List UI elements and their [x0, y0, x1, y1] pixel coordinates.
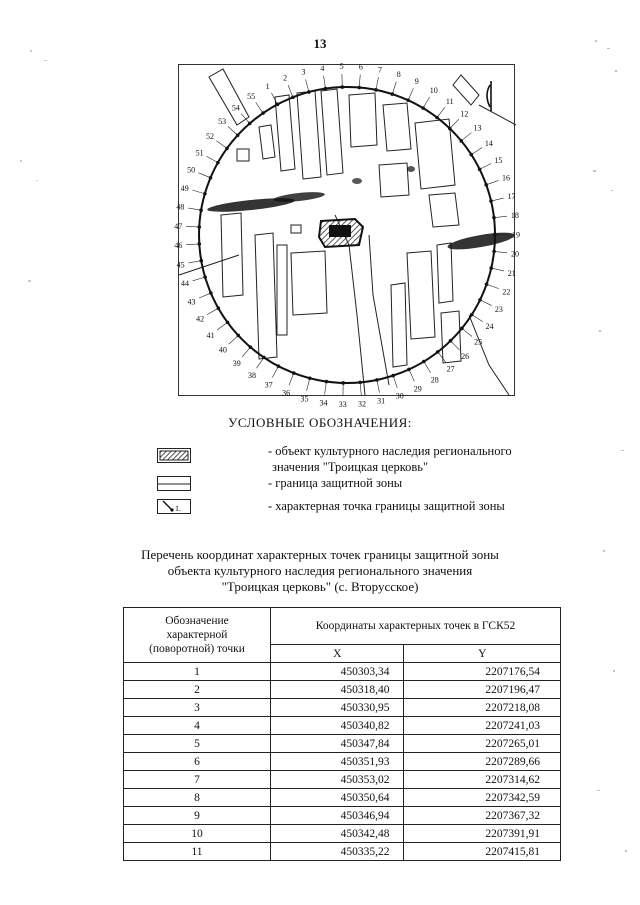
- table-row: [124, 681, 561, 699]
- road-line: [479, 105, 516, 125]
- legend-heritage-text: [268, 443, 548, 475]
- cell-y: 2207265,01: [404, 735, 561, 753]
- boundary-point-leader: [472, 315, 483, 322]
- building-outline: [437, 243, 453, 303]
- boundary-point-leader: [487, 284, 499, 288]
- building-outline: [407, 251, 435, 339]
- cell-x: 450335,22: [271, 843, 404, 861]
- boundary-point-label: 21: [507, 268, 516, 278]
- cell-x: 450353,02: [271, 771, 404, 789]
- cell-point: 3: [124, 699, 271, 717]
- boundary-point-label: 53: [218, 117, 227, 127]
- building-outline: [379, 163, 409, 197]
- boundary-point-leader: [186, 244, 199, 245]
- boundary-point-leader: [186, 226, 199, 227]
- boundary-point-leader: [216, 141, 227, 149]
- boundary-point-label: 47: [174, 221, 183, 231]
- cell-y: 2207367,32: [404, 807, 561, 825]
- boundary-point-label: 42: [196, 314, 205, 324]
- building-outline: [383, 103, 411, 151]
- boundary-point-label: 43: [187, 297, 196, 307]
- boundary-point-leader: [408, 88, 413, 100]
- boundary-point-leader: [450, 119, 459, 128]
- cell-point: 11: [124, 843, 271, 861]
- boundary-point-leader: [217, 322, 227, 330]
- boundary-point-label: 11: [445, 96, 454, 106]
- cell-y: 2207218,08: [404, 699, 561, 717]
- legend-point-symbol: [157, 499, 191, 514]
- building-outline: [291, 225, 301, 233]
- table-row: [124, 789, 561, 807]
- cell-y: 2207342,59: [404, 789, 561, 807]
- boundary-point-label: 26: [461, 351, 470, 361]
- list-title-line2: объекта культурного наследия регионального значения: [167, 563, 473, 578]
- boundary-point-label: 12: [460, 109, 469, 119]
- boundary-point-leader: [471, 148, 482, 155]
- boundary-point-label: 22: [502, 287, 511, 297]
- boundary-point-label: 30: [395, 391, 404, 401]
- building-outline: [259, 125, 275, 159]
- page-number: 13: [313, 36, 327, 51]
- cell-x: 450330,95: [271, 699, 404, 717]
- building-outline: [291, 251, 327, 315]
- boundary-point-leader: [480, 300, 492, 306]
- boundary-point-label: 39: [232, 359, 241, 369]
- cell-point: 9: [124, 807, 271, 825]
- building-outline: [209, 69, 249, 125]
- boundary-point-label: 44: [180, 279, 189, 289]
- legend-point-symbol-label: 1.: [175, 504, 181, 513]
- cell-x: 450303,34: [271, 663, 404, 681]
- boundary-point-leader: [207, 156, 218, 162]
- table-row: [124, 699, 561, 717]
- coordinates-table: [123, 607, 561, 861]
- boundary-point-label: 28: [430, 375, 439, 385]
- boundary-point-label: 45: [176, 260, 185, 270]
- boundary-point-label: 49: [180, 183, 189, 193]
- table-row: [124, 735, 561, 753]
- building-outline: [255, 233, 277, 359]
- heritage-object-troitskaya-church: [319, 219, 363, 247]
- boundary-point-label: 4: [320, 63, 325, 73]
- boundary-point-leader: [242, 347, 250, 357]
- table-row: [124, 717, 561, 735]
- building-outline: [453, 75, 479, 105]
- boundary-point-leader: [324, 76, 326, 89]
- boundary-point-leader: [193, 277, 205, 281]
- cell-x: 450351,93: [271, 753, 404, 771]
- boundary-point-label: 55: [247, 91, 256, 101]
- boundary-point-label: 7: [378, 65, 383, 75]
- boundary-point-label: 40: [218, 345, 227, 355]
- boundary-point-label: 5: [339, 62, 344, 72]
- boundary-point-label: 38: [248, 370, 257, 380]
- cell-point: 5: [124, 735, 271, 753]
- boundary-point-label: 36: [282, 388, 291, 398]
- road-line: [369, 235, 389, 385]
- boundary-point-leader: [306, 79, 309, 92]
- boundary-point-leader: [494, 251, 507, 252]
- boundary-point-label: 37: [264, 380, 273, 390]
- boundary-point-label: 13: [473, 123, 482, 133]
- building-outline: [349, 93, 377, 147]
- boundary-point-label: 18: [510, 211, 519, 221]
- cell-point: 8: [124, 789, 271, 807]
- boundary-point-label: 35: [300, 394, 309, 404]
- boundary-point-leader: [271, 93, 277, 104]
- boundary-point-label: 9: [414, 77, 419, 87]
- legend-boundary-text: - граница защитной зоны: [268, 476, 403, 490]
- scan-noise-left: [0, 30, 60, 330]
- boundary-point-label: 51: [195, 148, 204, 158]
- boundary-point-leader: [359, 75, 360, 88]
- legend-point-text: - характерная точка границы защитной зоны: [268, 499, 505, 513]
- coordinates-list-title: [0, 547, 640, 595]
- header-coordinate-system: Координаты характерных точек в ГСК52: [271, 608, 561, 645]
- cell-y: 2207241,03: [404, 717, 561, 735]
- table-row: [124, 663, 561, 681]
- boundary-point-label: 1: [265, 81, 270, 91]
- boundary-point-label: 10: [429, 86, 438, 96]
- cell-y: 2207196,47: [404, 681, 561, 699]
- boundary-point-leader: [325, 382, 327, 395]
- boundary-point-leader: [491, 198, 504, 201]
- boundary-point-leader: [423, 97, 430, 108]
- protection-zone-map: [174, 62, 520, 409]
- cell-x: 450346,94: [271, 807, 404, 825]
- cell-point: 2: [124, 681, 271, 699]
- boundary-point-leader: [228, 127, 238, 136]
- boundary-point-label: 19: [511, 230, 520, 240]
- building-outline: [391, 283, 407, 367]
- cell-x: 450318,40: [271, 681, 404, 699]
- boundary-point-leader: [272, 366, 278, 378]
- header-y: Y: [404, 645, 561, 663]
- boundary-point-leader: [437, 107, 445, 117]
- boundary-point-leader: [376, 77, 379, 90]
- building-outline: [275, 95, 295, 171]
- boundary-point-label: 14: [484, 139, 493, 149]
- building-outline: [297, 91, 321, 179]
- boundary-point-leader: [461, 133, 471, 141]
- boundary-point-leader: [377, 380, 380, 393]
- boundary-point-leader: [192, 190, 204, 194]
- table-row: [124, 753, 561, 771]
- boundary-point-leader: [486, 180, 498, 184]
- boundary-point-label: 6: [358, 62, 363, 72]
- boundary-point-leader: [229, 335, 239, 344]
- boundary-point-marker: [406, 98, 410, 102]
- table-row: [124, 771, 561, 789]
- boundary-point-leader: [199, 173, 211, 178]
- boundary-point-label: 41: [206, 330, 215, 340]
- boundary-point-leader: [462, 328, 472, 336]
- table-row: [124, 825, 561, 843]
- legend-title: УСЛОВНЫЕ ОБОЗНАЧЕНИЯ:: [228, 415, 412, 430]
- boundary-point-leader: [438, 352, 446, 362]
- boundary-point-leader: [360, 382, 361, 395]
- cell-x: 450350,64: [271, 789, 404, 807]
- boundary-point-label: 34: [319, 398, 328, 408]
- cell-point: 6: [124, 753, 271, 771]
- boundary-point-leader: [480, 164, 492, 170]
- boundary-line-icon: [158, 477, 190, 490]
- list-title-line3: "Троицкая церковь" (с. Вторусское): [221, 579, 419, 594]
- boundary-point-leader: [409, 369, 414, 381]
- boundary-point-leader: [256, 102, 263, 113]
- boundary-point-label: 3: [301, 67, 306, 77]
- header-x: X: [271, 645, 404, 663]
- boundary-point-label: 17: [507, 192, 516, 202]
- boundary-point-leader: [289, 373, 294, 385]
- boundary-point-label: 2: [283, 73, 288, 83]
- boundary-point-marker: [390, 92, 394, 96]
- boundary-point-label: 32: [357, 399, 366, 409]
- boundary-point-icon: [158, 500, 190, 513]
- cell-point: 4: [124, 717, 271, 735]
- boundary-point-label: 29: [413, 384, 422, 394]
- boundary-point-leader: [424, 361, 431, 372]
- boundary-point-label: 48: [176, 202, 185, 212]
- boundary-point-label: 50: [187, 165, 196, 175]
- boundary-point-leader: [307, 378, 310, 391]
- boundary-point-label: 25: [474, 337, 483, 347]
- legend-heritage-symbol: [157, 448, 191, 463]
- boundary-point-label: 31: [377, 396, 386, 406]
- cell-y: 2207289,66: [404, 753, 561, 771]
- cell-y: 2207391,91: [404, 825, 561, 843]
- boundary-point-label: 16: [501, 173, 510, 183]
- boundary-point-label: 33: [338, 399, 347, 409]
- boundary-point-leader: [188, 261, 201, 263]
- boundary-point-label: 24: [485, 321, 494, 331]
- list-title-line1: Перечень координат характерных точек границы защитной зоны: [141, 547, 499, 562]
- cell-point: 10: [124, 825, 271, 843]
- building-outline: [277, 245, 287, 335]
- boundary-point-leader: [188, 208, 201, 210]
- boundary-point-label: 27: [446, 364, 455, 374]
- header-point-designation: Обозначение характерной (поворотной) точки: [124, 608, 271, 663]
- boundary-point-leader: [393, 376, 397, 388]
- building-outline: [237, 149, 249, 161]
- boundary-point-marker: [216, 161, 220, 165]
- building-outline: [221, 213, 243, 297]
- boundary-point-leader: [450, 341, 459, 350]
- north-arrow-icon: [487, 81, 491, 111]
- boundary-point-leader: [494, 216, 507, 218]
- cell-x: 450342,48: [271, 825, 404, 843]
- hatched-box-icon: [158, 449, 190, 462]
- building-outline: [429, 193, 459, 227]
- building-outline: [321, 89, 343, 175]
- coordinates-table-body: [124, 663, 561, 861]
- cell-y: 2207415,81: [404, 843, 561, 861]
- boundary-point-label: 15: [494, 155, 503, 165]
- cell-y: 2207314,62: [404, 771, 561, 789]
- road-line: [176, 255, 239, 275]
- cell-y: 2207176,54: [404, 663, 561, 681]
- boundary-point-label: 8: [396, 70, 401, 80]
- cell-x: 450347,84: [271, 735, 404, 753]
- boundary-point-label: 46: [174, 241, 183, 251]
- boundary-point-marker: [262, 356, 266, 360]
- boundary-point-label: 20: [510, 249, 519, 259]
- boundary-point-marker: [217, 306, 221, 310]
- cell-point: 7: [124, 771, 271, 789]
- table-row: [124, 843, 561, 861]
- boundary-point-label: 23: [494, 305, 503, 315]
- legend-heritage-line2: значения "Троицкая церковь": [272, 460, 429, 474]
- scan-noise: [585, 30, 640, 890]
- map-canvas: [174, 62, 520, 409]
- boundary-point-leader: [491, 268, 504, 271]
- table-row: [124, 807, 561, 825]
- boundary-point-label: 52: [205, 132, 214, 142]
- cell-x: 450340,82: [271, 717, 404, 735]
- cell-point: 1: [124, 663, 271, 681]
- boundary-point-leader: [207, 308, 218, 314]
- legend-boundary-symbol: [157, 476, 191, 491]
- boundary-point-leader: [392, 82, 396, 94]
- boundary-point-label: 54: [231, 103, 240, 113]
- building-outline: [441, 311, 461, 363]
- legend-heritage-line1: - объект культурного наследия регионального: [268, 444, 512, 458]
- boundary-point-leader: [199, 293, 211, 298]
